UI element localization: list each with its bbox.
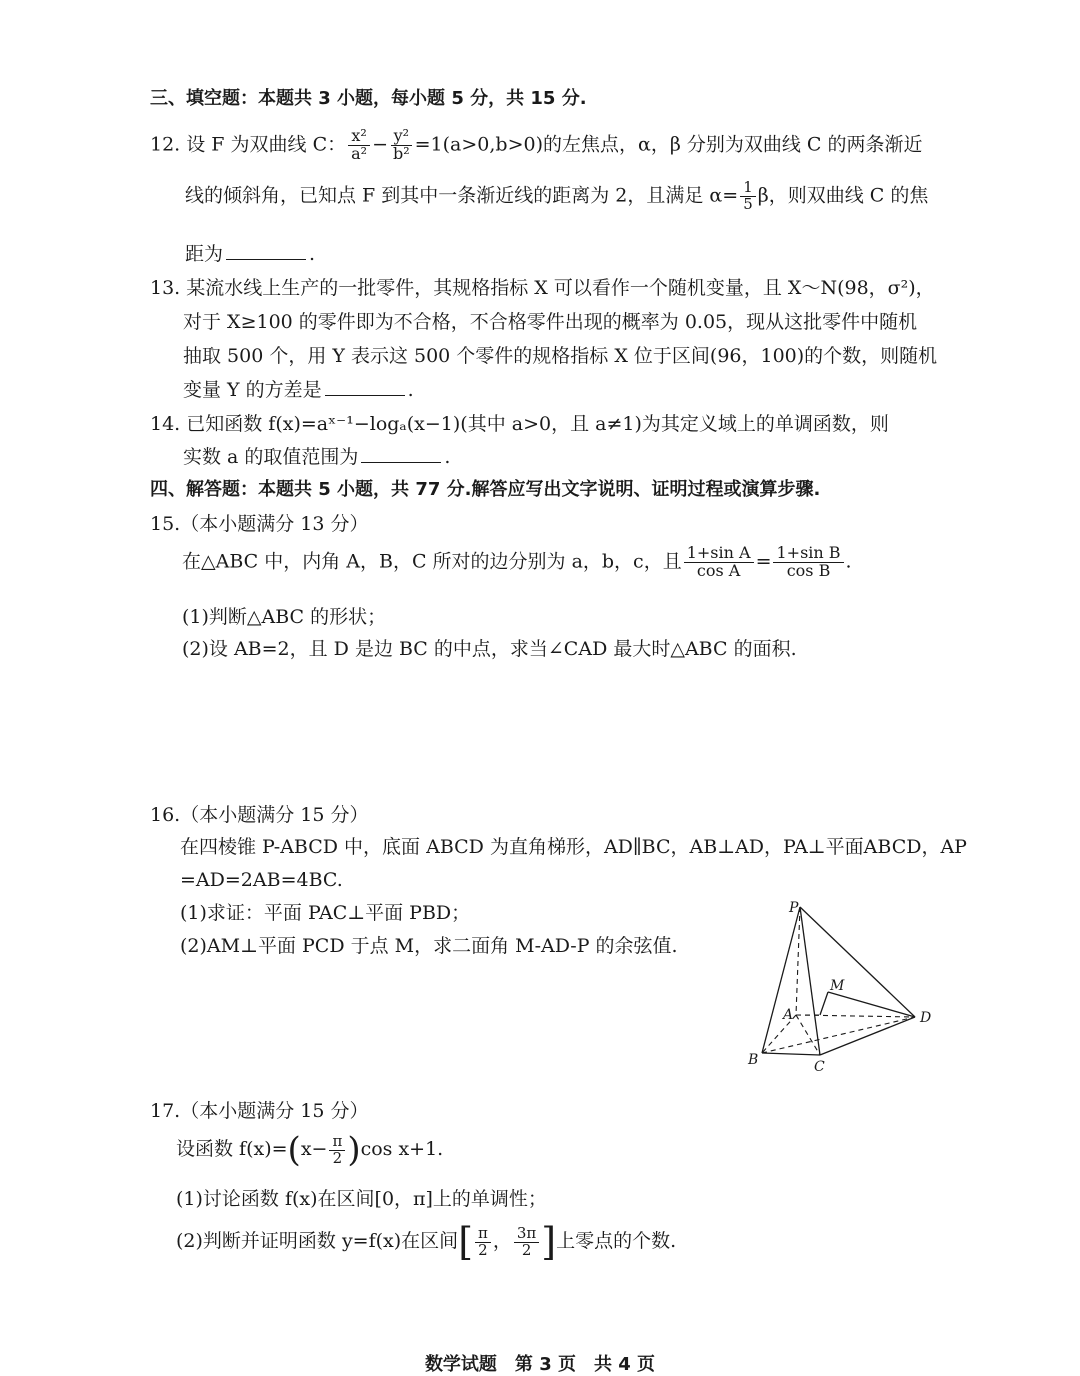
q17-text-1a: 设函数 f(x)= <box>176 1138 288 1160</box>
left-bracket: [ <box>458 1220 474 1264</box>
frac-num: 1+sin A <box>684 545 754 563</box>
edge-bc <box>762 1053 820 1055</box>
q13-line-2: 对于 X≥100 的零件即为不合格，不合格零件出现的概率为 0.05，现从这批零件中随机 <box>183 311 918 333</box>
q12-text-1b: =1(a>0,b>0)的左焦点，α，β 分别为双曲线 C 的两条渐近 <box>414 133 923 156</box>
label-c: C <box>814 1059 825 1075</box>
q12-text-1a: 设 F 为双曲线 C： <box>186 133 347 156</box>
label-a: A <box>783 1007 794 1023</box>
q14-number: 14. <box>150 413 181 435</box>
q16-header: 16.（本小题满分 15 分） <box>150 804 369 826</box>
q13-number: 13. <box>150 277 181 299</box>
page-footer: 数学试题 第 3 页 共 4 页 <box>424 1354 656 1375</box>
frac-den: b² <box>392 143 410 163</box>
q17-inner: x− <box>300 1138 328 1160</box>
q12-frac-y <box>390 128 413 163</box>
frac-den: cos B <box>786 560 831 580</box>
answer-blank[interactable] <box>325 394 405 396</box>
q13-text-1: 某流水线上生产的一批零件，其规格指标 X 可以看作一个随机变量，且 X～N(98，σ²)， <box>186 277 935 299</box>
left-paren: ( <box>287 1130 301 1170</box>
q17-line-1 <box>176 1130 444 1170</box>
q13-line-4 <box>183 379 414 402</box>
q12-text-3a: 距为 <box>185 243 224 265</box>
q14-text-1: 已知函数 f(x)=aˣ⁻¹−logₐ(x−1)(其中 a>0，且 a≠1)为其定义域上的单调函数，则 <box>186 413 889 435</box>
q13-line-1 <box>150 277 935 300</box>
q15-frac-b <box>773 545 843 580</box>
frac-den: 5 <box>743 194 753 213</box>
q16-line-1: 在四棱锥 P-ABCD 中，底面 ABCD 为直角梯形，AD∥BC，AB⊥AD，PA⊥平面ABCD，AP <box>180 836 967 858</box>
pyramid-figure <box>740 895 950 1080</box>
frac-num: 1 <box>740 180 756 197</box>
edge-pa <box>796 907 800 1015</box>
q13-text-4a: 变量 Y 的方差是 <box>183 379 322 401</box>
frac-num: 3π <box>514 1226 539 1243</box>
q15-part-1: (1)判断△ABC 的形状； <box>182 606 387 628</box>
frac-num: 1+sin B <box>773 545 843 563</box>
frac-num: π <box>475 1226 491 1243</box>
q12-frac-fifth <box>740 180 756 213</box>
q16-part-1: (1)求证：平面 PAC⊥平面 PBD； <box>180 902 471 924</box>
q14-line-2 <box>183 446 450 469</box>
right-bracket: ] <box>541 1220 557 1264</box>
q12-number: 12. <box>150 133 181 156</box>
label-d: D <box>920 1010 932 1026</box>
equals-sign: = <box>755 550 772 573</box>
answer-blank[interactable] <box>361 461 441 463</box>
q16-line-2: =AD=2AB=4BC. <box>180 869 343 891</box>
q17-text-1b: cos x+1. <box>360 1138 444 1160</box>
q17-frac-a <box>475 1223 491 1259</box>
label-m: M <box>830 978 845 994</box>
q12-line-3 <box>185 243 315 266</box>
answer-blank[interactable] <box>226 258 306 260</box>
frac-den: cos A <box>696 560 741 580</box>
q17-text-2a: (2)判断并证明函数 y=f(x)在区间 <box>176 1230 459 1252</box>
frac-den: a² <box>351 143 368 163</box>
frac-den: 2 <box>332 1148 343 1167</box>
q15-text-1a: 在△ABC 中，内角 A，B，C 所对的边分别为 a，b，c，且 <box>182 550 682 573</box>
label-p: P <box>789 900 799 916</box>
q14-text-2b: . <box>444 446 451 468</box>
q16-part-2: (2)AM⊥平面 PCD 于点 M，求二面角 M-AD-P 的余弦值. <box>180 935 678 957</box>
q12-text-2a: 线的倾斜角，已知点 F 到其中一条渐近线的距离为 2，且满足 α= <box>185 184 739 207</box>
diagonal-ac <box>796 1015 820 1055</box>
q14-text-2a: 实数 a 的取值范围为 <box>183 446 359 468</box>
q17-part-2 <box>176 1220 677 1264</box>
edge-ad <box>796 1015 915 1017</box>
minus-sign: − <box>372 133 388 156</box>
section-3-title: 三、填空题：本题共 3 小题，每小题 5 分，共 15 分. <box>150 88 587 109</box>
section-4-title: 四、解答题：本题共 5 小题，共 77 分.解答应写出文字说明、证明过程或演算步骤. <box>150 479 821 500</box>
q17-part-1: (1)讨论函数 f(x)在区间[0，π]上的单调性； <box>176 1188 547 1210</box>
q17-header: 17.（本小题满分 15 分） <box>150 1100 369 1122</box>
q15-line-1 <box>182 545 852 580</box>
q17-text-2b: 上零点的个数. <box>556 1230 677 1252</box>
frac-num: x² <box>348 128 369 146</box>
frac-den: 2 <box>521 1240 532 1259</box>
label-b: B <box>748 1052 759 1068</box>
q12-text-3b: . <box>309 243 316 265</box>
q17-frac-b <box>514 1223 539 1259</box>
frac-num: π <box>329 1134 345 1151</box>
edge-pc <box>800 907 820 1055</box>
q12-text-2b: β，则双曲线 C 的焦 <box>757 184 929 207</box>
q13-text-4b: . <box>407 379 414 401</box>
q12-line-1 <box>150 128 923 163</box>
comma: ， <box>492 1230 512 1252</box>
right-paren: ) <box>347 1130 361 1170</box>
segment-am <box>820 992 828 1015</box>
frac-num: y² <box>391 128 412 146</box>
q15-header: 15.（本小题满分 13 分） <box>150 513 369 535</box>
q13-line-3: 抽取 500 个，用 Y 表示这 500 个零件的规格指标 X 位于区间(96，100)的个数，则随机 <box>183 345 938 367</box>
frac-den: 2 <box>478 1240 488 1259</box>
q15-part-2: (2)设 AB=2，且 D 是边 BC 的中点，求当∠CAD 最大时△ABC 的面积. <box>182 638 797 660</box>
q15-text-1b: . <box>845 550 852 573</box>
q12-frac-x <box>348 128 370 163</box>
q12-line-2 <box>185 180 928 213</box>
q14-line-1 <box>150 413 889 436</box>
q17-frac-pi-half <box>329 1131 345 1167</box>
q15-frac-a <box>684 545 754 580</box>
